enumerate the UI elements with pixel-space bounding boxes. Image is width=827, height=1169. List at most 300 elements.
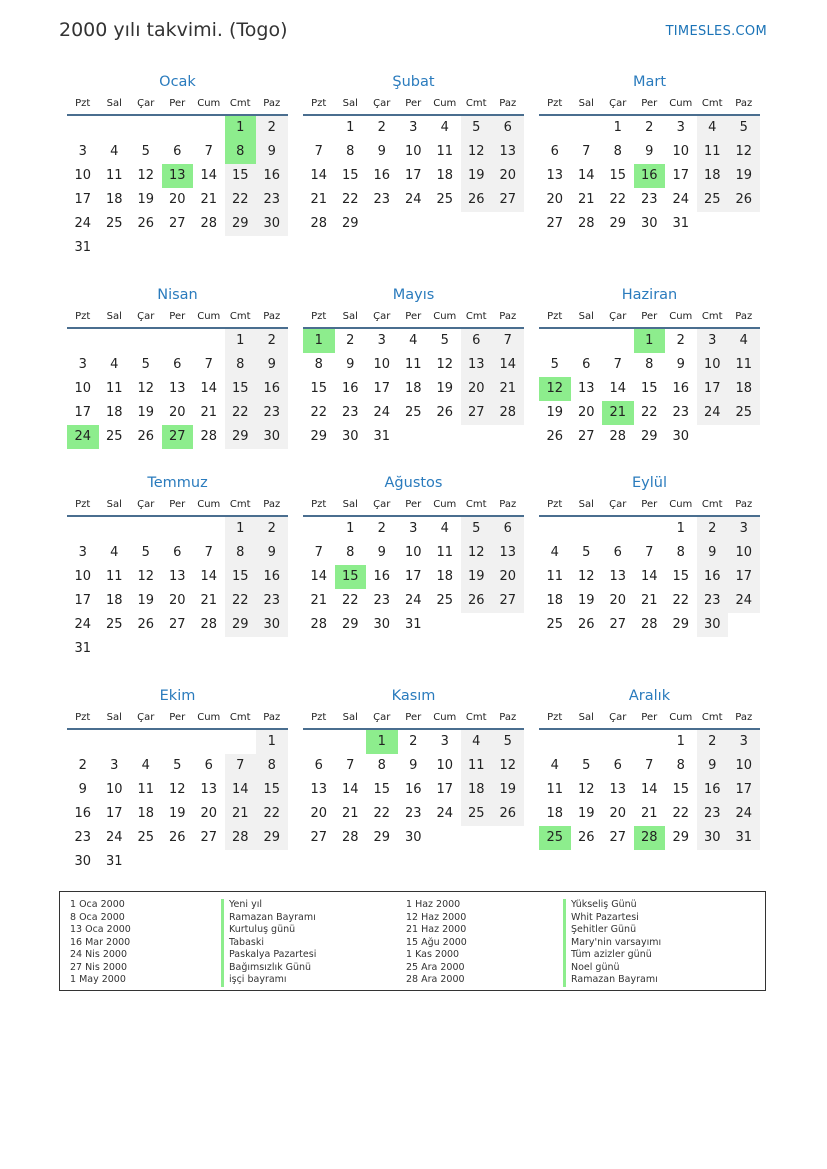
weekday-label: Paz [735, 310, 753, 322]
weekday-label: Per [169, 310, 186, 322]
empty-cell [571, 329, 603, 353]
holiday-day-cell: 12 [539, 377, 571, 401]
weekday-label: Çar [609, 97, 627, 109]
weekday-label: Pzt [311, 498, 327, 510]
day-cell: 19 [461, 164, 493, 188]
day-cell: 1 [676, 734, 685, 749]
day-cell: 18 [404, 381, 422, 396]
weekday-label: Per [169, 97, 186, 109]
day-cell: 7 [204, 144, 213, 159]
weekday-label: Sal [106, 711, 122, 723]
weekday-header [303, 92, 524, 116]
day-cell: 15 [672, 569, 690, 584]
weekday-label: Cum [669, 711, 693, 723]
day-cell: 5 [582, 758, 591, 773]
day-cell: 26 [436, 405, 454, 420]
day-cell: 19 [436, 381, 454, 396]
day-cell: 30 [697, 826, 729, 850]
day-cell: 23 [256, 188, 288, 212]
legend-date: 13 Oca 2000 [70, 924, 131, 935]
month-name: Ağustos [384, 475, 443, 491]
day-cell: 8 [256, 754, 288, 778]
legend-date: 1 Oca 2000 [70, 899, 125, 910]
day-cell: 17 [436, 782, 454, 797]
day-cell: 16 [74, 806, 92, 821]
day-cell: 14 [225, 778, 257, 802]
day-cell: 11 [436, 545, 454, 560]
day-cell: 25 [105, 617, 123, 632]
day-cell: 10 [728, 541, 760, 565]
empty-cell [303, 730, 335, 754]
weekday-label: Paz [263, 498, 281, 510]
day-cell: 30 [640, 216, 658, 231]
weekday-header [303, 706, 524, 730]
day-cell: 13 [492, 140, 524, 164]
day-cell: 24 [74, 617, 92, 632]
day-cell: 17 [404, 168, 422, 183]
day-cell: 17 [728, 565, 760, 589]
day-cell: 31 [404, 617, 422, 632]
day-cell: 18 [105, 593, 123, 608]
day-cell: 22 [225, 188, 257, 212]
day-cell: 25 [105, 429, 123, 444]
day-cell: 13 [546, 168, 564, 183]
day-cell: 11 [546, 782, 564, 797]
day-cell: 30 [672, 429, 690, 444]
weekday-header [67, 305, 288, 329]
day-cell: 8 [613, 144, 622, 159]
day-cell: 14 [310, 569, 328, 584]
day-cell: 3 [409, 120, 418, 135]
day-cell: 6 [613, 545, 622, 560]
day-cell: 8 [225, 353, 257, 377]
weekday-label: Cmt [701, 97, 723, 109]
day-cell: 23 [74, 830, 92, 845]
day-cell: 12 [728, 140, 760, 164]
day-cell: 29 [373, 830, 391, 845]
weekday-label: Sal [578, 310, 594, 322]
weekday-label: Cum [669, 97, 693, 109]
day-cell: 16 [373, 168, 391, 183]
day-cell: 21 [225, 802, 257, 826]
day-cell: 6 [550, 144, 559, 159]
month-name: Temmuz [147, 475, 208, 491]
weekday-label: Pzt [75, 711, 91, 723]
holiday-day-cell: 21 [602, 401, 634, 425]
day-cell: 1 [225, 329, 257, 353]
day-cell: 27 [168, 216, 186, 231]
month-name: Eylül [632, 475, 667, 491]
day-cell: 28 [492, 401, 524, 425]
empty-cell [193, 517, 225, 541]
month-block [539, 473, 760, 637]
weekday-label: Pzt [547, 711, 563, 723]
day-cell: 2 [697, 517, 729, 541]
day-cell: 4 [141, 758, 150, 773]
day-cell: 29 [256, 826, 288, 850]
day-cell: 26 [137, 429, 155, 444]
day-cell: 2 [697, 730, 729, 754]
day-cell: 24 [105, 830, 123, 845]
day-cell: 28 [341, 830, 359, 845]
day-cell: 6 [613, 758, 622, 773]
day-cell: 20 [577, 405, 595, 420]
day-cell: 8 [676, 758, 685, 773]
day-cell: 14 [492, 353, 524, 377]
day-cell: 21 [310, 192, 328, 207]
weekday-label: Pzt [311, 310, 327, 322]
day-cell: 11 [105, 168, 123, 183]
legend-holiday-name: Ramazan Bayramı [563, 974, 661, 987]
empty-cell [539, 329, 571, 353]
day-cell: 12 [577, 569, 595, 584]
day-cell: 8 [377, 758, 386, 773]
day-cell: 16 [672, 381, 690, 396]
day-cell: 18 [436, 569, 454, 584]
day-cell: 18 [105, 405, 123, 420]
day-cell: 20 [492, 565, 524, 589]
day-cell: 24 [404, 192, 422, 207]
day-cell: 23 [640, 192, 658, 207]
day-cell: 4 [550, 758, 559, 773]
month-name: Mayıs [392, 287, 435, 303]
day-cell: 29 [609, 216, 627, 231]
holiday-day-cell: 1 [366, 730, 398, 754]
day-cell: 29 [225, 212, 257, 236]
day-cell: 20 [168, 593, 186, 608]
empty-cell [99, 116, 131, 140]
weekday-label: Per [641, 97, 658, 109]
day-cell: 19 [137, 405, 155, 420]
day-cell: 27 [461, 401, 493, 425]
empty-cell [602, 517, 634, 541]
empty-cell [634, 517, 666, 541]
day-cell: 28 [200, 429, 218, 444]
day-cell: 18 [137, 806, 155, 821]
day-cell: 4 [461, 730, 493, 754]
weekday-label: Cmt [465, 498, 487, 510]
day-cell: 6 [461, 329, 493, 353]
day-cell: 2 [377, 120, 386, 135]
legend-date: 8 Oca 2000 [70, 911, 125, 923]
day-cell: 7 [204, 357, 213, 372]
day-cell: 18 [546, 593, 564, 608]
weekday-label: Pzt [75, 97, 91, 109]
empty-cell [539, 730, 571, 754]
weekday-label: Cmt [465, 310, 487, 322]
day-cell: 10 [436, 758, 454, 773]
day-cell: 9 [256, 353, 288, 377]
day-cell: 5 [141, 144, 150, 159]
day-cell: 20 [609, 593, 627, 608]
day-grid [539, 116, 760, 236]
weekday-label: Cmt [465, 97, 487, 109]
weekday-header [67, 493, 288, 517]
month-name: Ocak [159, 74, 196, 90]
legend-holiday-name: Ramazan Bayramı [221, 912, 316, 925]
day-cell: 15 [341, 168, 359, 183]
day-cell: 21 [310, 593, 328, 608]
day-cell: 11 [546, 569, 564, 584]
month-block [539, 686, 760, 850]
month-block [67, 285, 288, 449]
empty-cell [99, 329, 131, 353]
day-cell: 22 [609, 192, 627, 207]
day-cell: 10 [404, 144, 422, 159]
legend-date: 25 Ara 2000 [406, 961, 465, 973]
day-cell: 9 [346, 357, 355, 372]
weekday-label: Çar [373, 711, 391, 723]
day-cell: 3 [78, 357, 87, 372]
day-cell: 5 [492, 730, 524, 754]
day-cell: 22 [310, 405, 328, 420]
weekday-label: Paz [735, 498, 753, 510]
day-cell: 21 [200, 405, 218, 420]
empty-cell [193, 730, 225, 754]
weekday-header [303, 305, 524, 329]
holiday-day-cell: 1 [225, 116, 257, 140]
day-cell: 23 [256, 589, 288, 613]
weekday-label: Pzt [547, 498, 563, 510]
day-cell: 22 [640, 405, 658, 420]
day-cell: 30 [373, 617, 391, 632]
weekday-header [539, 706, 760, 730]
day-cell: 23 [373, 192, 391, 207]
day-cell: 7 [204, 545, 213, 560]
day-cell: 8 [346, 545, 355, 560]
day-cell: 18 [105, 192, 123, 207]
day-cell: 15 [640, 381, 658, 396]
day-cell: 8 [314, 357, 323, 372]
day-cell: 28 [609, 429, 627, 444]
day-cell: 3 [697, 329, 729, 353]
day-grid [303, 517, 524, 637]
day-cell: 8 [676, 545, 685, 560]
weekday-label: Sal [342, 97, 358, 109]
day-cell: 28 [200, 617, 218, 632]
day-cell: 4 [110, 545, 119, 560]
day-cell: 21 [341, 806, 359, 821]
day-cell: 25 [461, 802, 493, 826]
day-cell: 27 [492, 589, 524, 613]
empty-cell [130, 730, 162, 754]
day-cell: 26 [492, 802, 524, 826]
day-cell: 29 [225, 613, 257, 637]
day-cell: 9 [78, 782, 87, 797]
day-cell: 9 [676, 357, 685, 372]
day-cell: 6 [204, 758, 213, 773]
day-cell: 2 [256, 116, 288, 140]
day-cell: 15 [225, 565, 257, 589]
legend-holiday-name: Mary'nin varsayımı [563, 937, 661, 950]
day-cell: 26 [137, 216, 155, 231]
day-cell: 9 [256, 541, 288, 565]
empty-cell [67, 730, 99, 754]
brand-logo-link[interactable]: TIMESLES.COM [665, 24, 767, 39]
day-cell: 20 [492, 164, 524, 188]
weekday-label: Sal [578, 498, 594, 510]
weekday-label: Per [405, 711, 422, 723]
empty-cell [99, 517, 131, 541]
day-cell: 12 [436, 357, 454, 372]
weekday-label: Paz [735, 97, 753, 109]
legend-date: 16 Mar 2000 [70, 936, 131, 948]
weekday-label: Çar [373, 310, 391, 322]
day-cell: 17 [105, 806, 123, 821]
empty-cell [162, 116, 194, 140]
empty-cell [602, 730, 634, 754]
day-cell: 23 [341, 405, 359, 420]
weekday-label: Sal [578, 97, 594, 109]
day-grid [303, 116, 524, 236]
day-cell: 4 [440, 521, 449, 536]
weekday-label: Paz [263, 97, 281, 109]
empty-cell [539, 116, 571, 140]
day-cell: 13 [168, 381, 186, 396]
legend-holiday-name: Tüm azizler günü [563, 949, 661, 962]
day-cell: 23 [256, 401, 288, 425]
day-cell: 8 [225, 541, 257, 565]
day-cell: 28 [577, 216, 595, 231]
day-cell: 25 [697, 188, 729, 212]
day-cell: 26 [546, 429, 564, 444]
day-cell: 20 [168, 405, 186, 420]
month-block [303, 686, 524, 850]
day-cell: 25 [546, 617, 564, 632]
day-cell: 26 [137, 617, 155, 632]
weekday-label: Paz [499, 711, 517, 723]
day-cell: 7 [582, 144, 591, 159]
day-cell: 17 [697, 377, 729, 401]
day-cell: 20 [168, 192, 186, 207]
weekday-label: Sal [342, 498, 358, 510]
day-cell: 18 [728, 377, 760, 401]
month-block [539, 72, 760, 236]
day-cell: 14 [310, 168, 328, 183]
day-cell: 6 [173, 357, 182, 372]
weekday-label: Sal [342, 711, 358, 723]
day-cell: 13 [200, 782, 218, 797]
day-cell: 3 [78, 545, 87, 560]
day-cell: 5 [728, 116, 760, 140]
empty-cell [571, 116, 603, 140]
day-cell: 16 [697, 565, 729, 589]
day-cell: 14 [640, 569, 658, 584]
day-grid [539, 730, 760, 850]
day-cell: 28 [640, 617, 658, 632]
day-cell: 11 [697, 140, 729, 164]
weekday-header [539, 92, 760, 116]
day-cell: 14 [640, 782, 658, 797]
month-name: Şubat [392, 74, 435, 90]
day-grid [67, 329, 288, 449]
day-grid [303, 329, 524, 449]
day-cell: 23 [697, 589, 729, 613]
day-cell: 17 [74, 192, 92, 207]
day-cell: 3 [409, 521, 418, 536]
day-cell: 22 [341, 192, 359, 207]
legend-date: 12 Haz 2000 [406, 911, 467, 923]
day-cell: 23 [373, 593, 391, 608]
month-block [303, 285, 524, 449]
weekday-label: Cum [433, 97, 457, 109]
day-cell: 27 [200, 830, 218, 845]
page-title: 2000 yılı takvimi. (Togo) [59, 19, 288, 41]
day-cell: 5 [141, 545, 150, 560]
day-cell: 28 [200, 216, 218, 231]
month-name: Mart [632, 74, 667, 90]
day-cell: 4 [110, 144, 119, 159]
weekday-label: Cum [197, 498, 221, 510]
legend-holiday-name: işçi bayramı [221, 974, 316, 987]
day-cell: 6 [492, 517, 524, 541]
day-cell: 15 [609, 168, 627, 183]
day-cell: 11 [728, 353, 760, 377]
legend-holiday-name: Yükseliş Günü [563, 899, 661, 912]
day-cell: 3 [377, 333, 386, 348]
day-cell: 27 [310, 830, 328, 845]
legend-date: 28 Ara 2000 [406, 974, 465, 985]
day-cell: 4 [409, 333, 418, 348]
day-cell: 8 [645, 357, 654, 372]
day-cell: 21 [492, 377, 524, 401]
day-cell: 21 [200, 192, 218, 207]
day-cell: 6 [582, 357, 591, 372]
day-cell: 11 [461, 754, 493, 778]
month-name: Kasım [391, 688, 436, 704]
day-cell: 16 [256, 164, 288, 188]
day-cell: 6 [492, 116, 524, 140]
day-grid [67, 730, 288, 874]
day-cell: 16 [373, 569, 391, 584]
weekday-label: Per [169, 498, 186, 510]
day-cell: 26 [577, 617, 595, 632]
day-cell: 13 [310, 782, 328, 797]
legend-date: 21 Haz 2000 [406, 924, 467, 935]
day-cell: 13 [609, 569, 627, 584]
day-cell: 6 [173, 144, 182, 159]
legend-holiday-name: Şehitler Günü [563, 924, 661, 937]
empty-cell [193, 116, 225, 140]
legend-holiday-name: Tabaski [221, 937, 316, 950]
holiday-day-cell: 28 [634, 826, 666, 850]
day-cell: 9 [409, 758, 418, 773]
day-cell: 30 [256, 212, 288, 236]
legend-holiday-name: Kurtuluş günü [221, 924, 316, 937]
weekday-label: Çar [137, 97, 155, 109]
day-cell: 31 [728, 826, 760, 850]
day-cell: 17 [74, 593, 92, 608]
legend-date: 1 Kas 2000 [406, 949, 460, 960]
day-cell: 29 [341, 216, 359, 231]
weekday-label: Per [405, 310, 422, 322]
weekday-label: Cum [197, 711, 221, 723]
day-cell: 19 [137, 192, 155, 207]
legend-holiday-name: Paskalya Pazartesi [221, 949, 316, 962]
day-cell: 10 [105, 782, 123, 797]
day-grid [67, 116, 288, 260]
day-cell: 26 [461, 188, 493, 212]
day-cell: 10 [74, 381, 92, 396]
day-cell: 27 [168, 617, 186, 632]
day-cell: 25 [404, 405, 422, 420]
month-block [67, 686, 288, 874]
day-cell: 6 [173, 545, 182, 560]
weekday-header [539, 493, 760, 517]
day-cell: 29 [672, 617, 690, 632]
weekday-label: Cmt [229, 97, 251, 109]
day-cell: 14 [577, 168, 595, 183]
